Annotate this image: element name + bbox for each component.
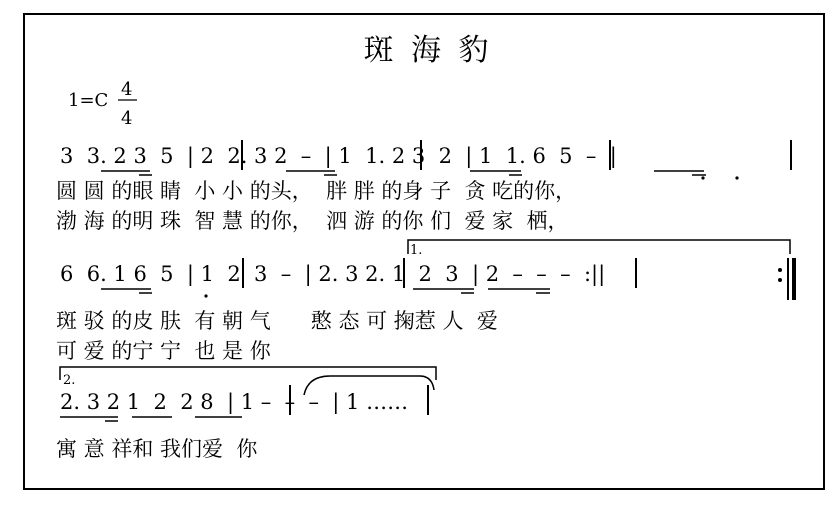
beam-lines-line-2	[101, 289, 550, 293]
octave-dots-line-1	[701, 176, 738, 179]
volta-bracket-2	[60, 367, 436, 380]
beam-lines-line-3	[60, 417, 242, 421]
song-title: 斑 海 豹	[363, 33, 493, 68]
time-signature-numerator: 4	[121, 79, 133, 100]
beam-lines-line-1	[101, 171, 706, 175]
volta-1-label: 1.	[410, 243, 423, 258]
time-signature-denominator: 4	[121, 108, 133, 129]
lyrics-line-2-verse-1: 斑 驳 的皮 肤 有 朝 气 憨 态 可 掬惹 人 爱	[56, 309, 498, 333]
notes-line-3: 2. 3 2 1 2 2 8 | 1 – – – | 1 ……	[60, 390, 409, 414]
lyrics-line-1-verse-1: 圆 圆 的眼 睛 小 小 的头， 胖 胖 的身 子 贪 吃的你，	[56, 179, 577, 203]
notes-line-2: 6 6. 1 6 5 | 1 2 3 – | 2. 3 2. 1 2 3 | 2 – – – :||	[60, 262, 606, 286]
volta-2-label: 2.	[63, 373, 76, 388]
lyrics-line-3: 寓 意 祥和 我们爱 你	[56, 437, 258, 461]
key-signature: 1=C	[68, 90, 109, 111]
notes-line-1: 3 3. 2 3 5 | 2 2. 3 2 – | 1 1. 2 3 2 | 1 1. 6 5 – |	[60, 144, 617, 168]
octave-dots-line-2	[204, 294, 207, 297]
volta-bracket-1	[408, 240, 790, 254]
repeat-dots	[778, 268, 782, 282]
lyrics-line-1-verse-2: 渤 海 的明 珠 智 慧 的你， 泗 游 的你 们 爱 家 栖，	[56, 209, 569, 233]
lyrics-line-2-verse-2: 可 爱 的宁 宁 也 是 你	[56, 339, 271, 363]
